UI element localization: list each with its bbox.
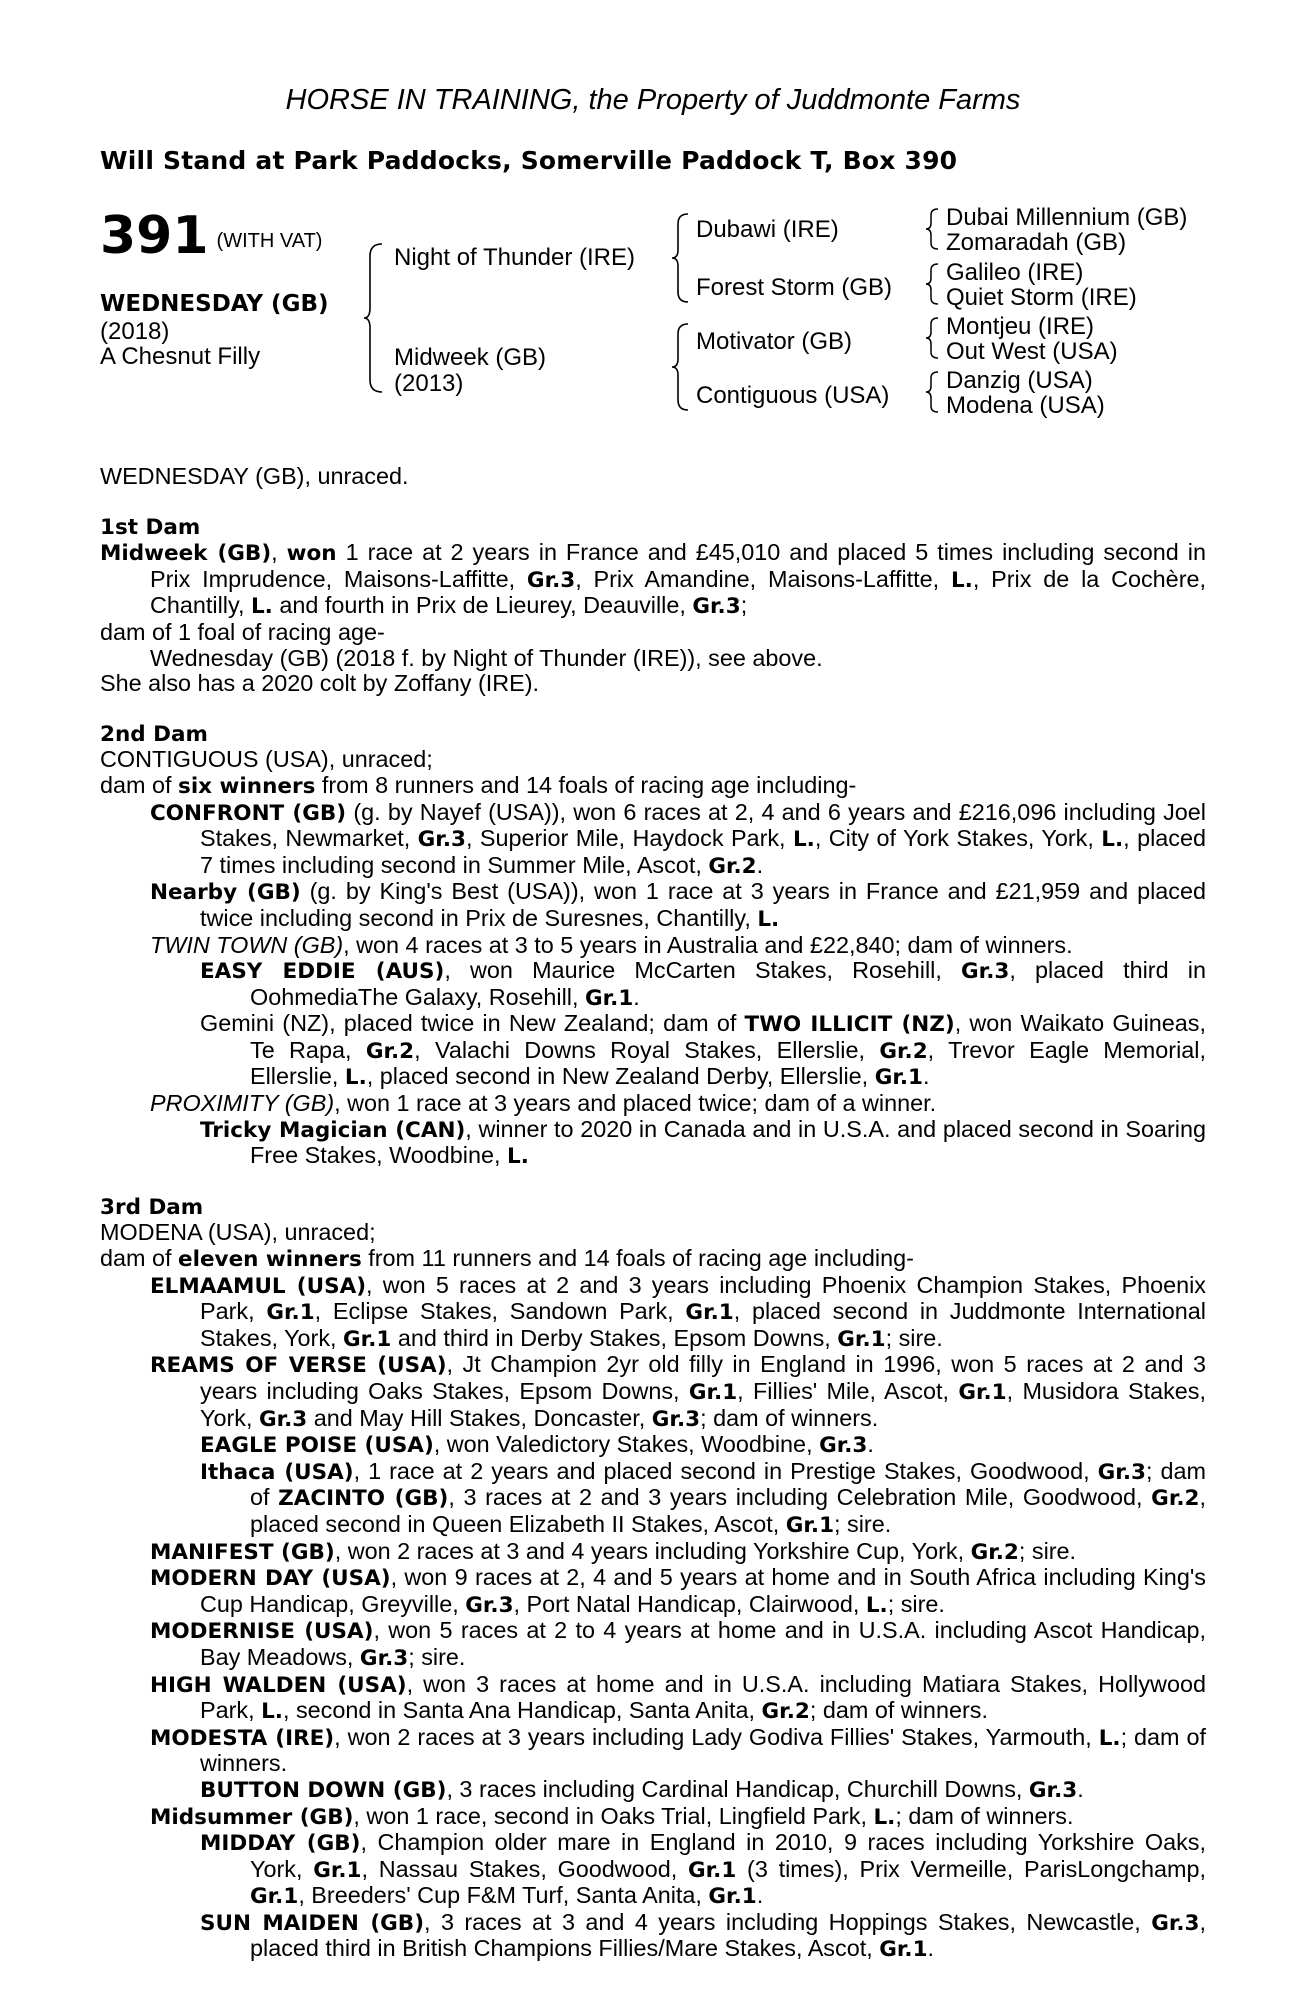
produce-proximity: PROXIMITY (GB), won 1 race at 3 years and placed twice; dam of a winner. — [150, 1090, 937, 1117]
third-dam-summary: dam of eleven winners from 11 runners and 14 foals of racing age including- — [100, 1245, 914, 1273]
page-title: HORSE IN TRAINING, the Property of Juddmonte Farms — [285, 84, 1021, 116]
produce-modesta: MODESTA (IRE), won 2 races at 3 years including Lady Godiva Fillies' Stakes, Yarmouth, L.; dam of winners. — [150, 1723, 1206, 1777]
pedigree-dam-dam: Contiguous (USA) — [696, 382, 890, 409]
horse-name: WEDNESDAY (GB) — [100, 291, 329, 317]
pedigree-ggp-2: Zomaradah (GB) — [946, 229, 1127, 256]
pedigree-ggp-6: Out West (USA) — [946, 338, 1118, 365]
produce-eagle-poise: EAGLE POISE (USA), won Valedictory Stakes, Woodbine, Gr.3. — [200, 1431, 874, 1459]
second-dam-summary: dam of six winners from 8 runners and 14 foals of racing age including- — [100, 771, 857, 799]
pedigree-brace-4 — [924, 207, 940, 251]
pedigree-brace-5 — [924, 262, 940, 306]
produce-reams-of-verse: REAMS OF VERSE (USA), Jt Champion 2yr old filly in England in 1996, won 5 races at 2 and 3 years including Oaks Stakes, Epsom Downs, Gr.1, Fillies' Mile, Ascot, Gr.1, Musidora Stakes, York, Gr.3 and May Hill Stakes, Doncaster, Gr.3; dam of winners. — [150, 1351, 1206, 1432]
pedigree-ggp-8: Modena (USA) — [946, 392, 1105, 419]
produce-easy-eddie: EASY EDDIE (AUS), won Maurice McCarten Stakes, Rosehill, Gr.3, placed third in OohmediaThe Galaxy, Rosehill, Gr.1. — [200, 957, 1206, 1011]
first-dam-foal-entry: Wednesday (GB) (2018 f. by Night of Thunder (IRE)), see above. — [150, 644, 823, 671]
second-dam-name: CONTIGUOUS (USA), unraced; — [100, 746, 433, 773]
first-dam-heading: 1st Dam — [100, 514, 201, 540]
third-dam-heading: 3rd Dam — [100, 1194, 204, 1220]
unraced-note: WEDNESDAY (GB), unraced. — [100, 463, 409, 489]
pedigree-dam-year: (2013) — [394, 370, 464, 397]
pedigree-brace-1 — [362, 242, 384, 394]
pedigree-ggp-3: Galileo (IRE) — [946, 259, 1084, 286]
horse-description: A Chesnut Filly — [100, 343, 261, 370]
produce-gemini: Gemini (NZ), placed twice in New Zealand; dam of TWO ILLICIT (NZ), won Waikato Guineas, Te Rapa, Gr.2, Valachi Downs Royal Stakes, Ellerslie, Gr.2, Trevor Eagle Memorial, Ellerslie, L., placed second in New Zealand Derby, Ellerslie, Gr.1. — [200, 1010, 1206, 1091]
produce-midday: MIDDAY (GB), Champion older mare in England in 2010, 9 races including Yorkshire Oaks, York, Gr.1, Nassau Stakes, Goodwood, Gr.1 (3 times), Prix Vermeille, ParisLongchamp, Gr.1, Breeders' Cup F&M Turf, Santa Anita, Gr.1. — [200, 1829, 1206, 1910]
pedigree-brace-6 — [924, 316, 940, 360]
third-dam-name: MODENA (USA), unraced; — [100, 1219, 376, 1246]
pedigree-ggp-1: Dubai Millennium (GB) — [946, 204, 1188, 231]
pedigree-sire: Night of Thunder (IRE) — [394, 244, 635, 271]
first-dam-colt: She also has a 2020 colt by Zoffany (IRE). — [100, 670, 540, 697]
produce-sun-maiden: SUN MAIDEN (GB), 3 races at 3 and 4 years including Hoppings Stakes, Newcastle, Gr.3, placed third in British Champions Fillies/Mare Stakes, Ascot, Gr.1. — [200, 1908, 1207, 1963]
produce-high-walden: HIGH WALDEN (USA), won 3 races at home and in U.S.A. including Matiara Stakes, Hollywood Park, L., second in Santa Ana Handicap, Santa Anita, Gr.2; dam of winners. — [150, 1670, 1206, 1725]
pedigree-ggp-7: Danzig (USA) — [946, 367, 1093, 394]
produce-button-down: BUTTON DOWN (GB), 3 races including Cardinal Handicap, Churchill Downs, Gr.3. — [200, 1775, 1084, 1803]
pedigree-dam: Midweek (GB) — [394, 344, 547, 371]
pedigree-brace-3 — [670, 322, 690, 412]
produce-tricky-magician: Tricky Magician (CAN), winner to 2020 in Canada and in U.S.A. and placed second in Soaring Free Stakes, Woodbine, L. — [200, 1115, 1206, 1170]
first-dam-foals: dam of 1 foal of racing age- — [100, 618, 385, 645]
pedigree-sire-dam: Forest Storm (GB) — [696, 274, 893, 301]
produce-nearby: Nearby (GB) (g. by King's Best (USA)), won 1 race at 3 years in France and £21,959 and placed twice including second in Prix de Suresnes, Chantilly, L. — [150, 878, 1206, 932]
produce-twin-town: TWIN TOWN (GB), won 4 races at 3 to 5 years in Australia and £22,840; dam of winners. — [150, 931, 1073, 958]
lot-number: 391 — [100, 206, 209, 266]
vat-note: (WITH VAT) — [216, 230, 323, 252]
lot-number-block — [100, 206, 322, 266]
produce-modernise: MODERNISE (USA), won 5 races at 2 to 4 years at home and in U.S.A. including Ascot Handicap, Bay Meadows, Gr.3; sire. — [150, 1617, 1206, 1671]
pedigree-sire-sire: Dubawi (IRE) — [696, 216, 839, 243]
pedigree-brace-7 — [924, 370, 940, 414]
produce-elmaamul: ELMAAMUL (USA), won 5 races at 2 and 3 years including Phoenix Champion Stakes, Phoenix Park, Gr.1, Eclipse Stakes, Sandown Park, Gr.1, placed second in Juddmonte International Stakes, York, Gr.1 and third in Derby Stakes, Epsom Downs, Gr.1; sire. — [150, 1271, 1206, 1352]
produce-midsummer: Midsummer (GB), won 1 race, second in Oaks Trial, Lingfield Park, L.; dam of winners. — [150, 1802, 1074, 1830]
horse-year: (2018) — [100, 318, 170, 345]
catalogue-body — [100, 464, 1206, 1963]
pedigree-ggp-4: Quiet Storm (IRE) — [946, 284, 1137, 311]
produce-confront: CONFRONT (GB) (g. by Nayef (USA)), won 6 races at 2, 4 and 6 years and £216,096 including Joel Stakes, Newmarket, Gr.3, Superior Mile, Haydock Park, L., City of York Stakes, York, L., placed 7 times including second in Summer Mile, Ascot, Gr.2. — [150, 798, 1206, 879]
pedigree-dam-sire: Motivator (GB) — [696, 328, 853, 355]
pedigree-ggp-5: Montjeu (IRE) — [946, 313, 1095, 340]
first-dam-entry: Midweek (GB), won 1 race at 2 years in France and £45,010 and placed 5 times including second in Prix Imprudence, Maisons-Laffitte, Gr.3, Prix Amandine, Maisons-Laffitte, L., Prix de la Cochère, Chantilly, L. and fourth in Prix de Lieurey, Deauville, Gr.3; — [100, 539, 1207, 620]
produce-modern-day: MODERN DAY (USA), won 9 races at 2, 4 and 5 years at home and in South Africa including King's Cup Handicap, Greyville, Gr.3, Port Natal Handicap, Clairwood, L.; sire. — [150, 1564, 1206, 1618]
second-dam-heading: 2nd Dam — [100, 721, 208, 747]
stand-location: Will Stand at Park Paddocks, Somerville Paddock T, Box 390 — [100, 146, 958, 175]
pedigree-brace-2 — [670, 212, 690, 304]
produce-manifest: MANIFEST (GB), won 2 races at 3 and 4 years including Yorkshire Cup, York, Gr.2; sire. — [150, 1537, 1077, 1565]
produce-ithaca: Ithaca (USA), 1 race at 2 years and placed second in Prestige Stakes, Goodwood, Gr.3; dam of ZACINTO (GB), 3 races at 2 and 3 years including Celebration Mile, Goodwood, Gr.2, placed second in Queen Elizabeth II Stakes, Ascot, Gr.1; sire. — [200, 1457, 1206, 1538]
